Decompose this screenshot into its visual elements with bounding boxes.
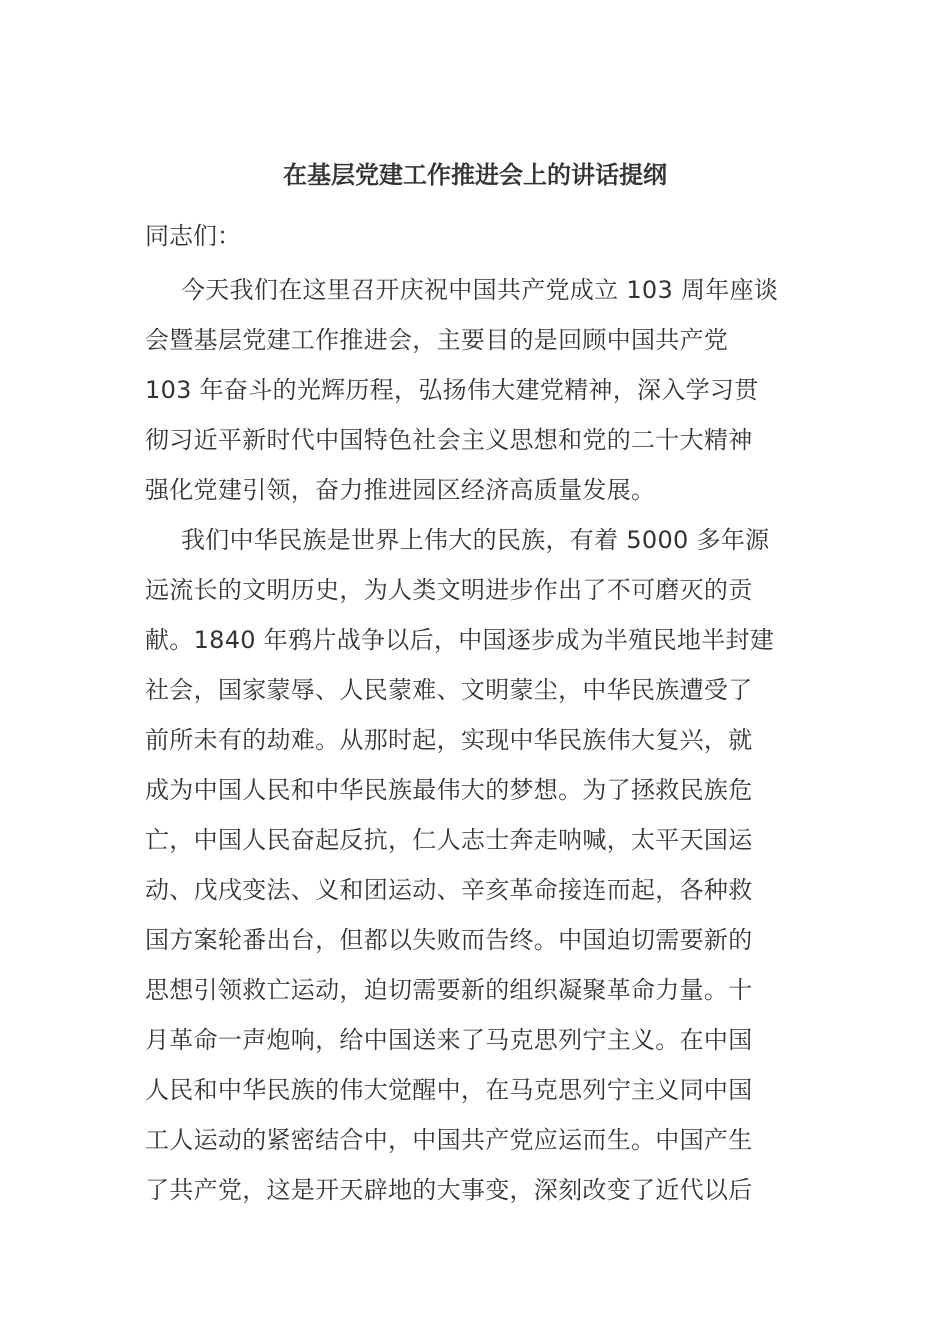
text-line: 工人运动的紧密结合中，中国共产党应运而生。中国产生 [145, 1126, 753, 1154]
text-line: 国方案轮番出台，但都以失败而告终。中国迫切需要新的 [145, 926, 753, 954]
text-line: 了共产党，这是开天辟地的大事变，深刻改变了近代以后 [145, 1176, 753, 1204]
paragraph-2 [145, 515, 807, 1215]
text-line: 我们中华民族是世界上伟大的民族，有着 5000 多年源 [181, 526, 770, 554]
text-line: 强化党建引领，奋力推进园区经济高质量发展。 [145, 476, 656, 504]
text-line: 人民和中华民族的伟大觉醒中，在马克思列宁主义同中国 [145, 1076, 753, 1104]
document-title: 在基层党建工作推进会上的讲话提纲 [283, 161, 667, 189]
text-line: 亡，中国人民奋起反抗，仁人志士奔走呐喊，太平天国运 [145, 826, 753, 854]
text-line: 103 年奋斗的光辉历程，弘扬伟大建党精神，深入学习贯 [145, 376, 759, 404]
text-line: 社会，国家蒙辱、人民蒙难、文明蒙尘，中华民族遭受了 [145, 676, 753, 704]
paragraph-1 [145, 265, 807, 515]
text-line: 会暨基层党建工作推进会，主要目的是回顾中国共产党 [145, 326, 729, 354]
salutation: 同志们： [145, 222, 241, 250]
text-line: 思想引领救亡运动，迫切需要新的组织凝聚革命力量。十 [145, 976, 753, 1004]
text-line: 成为中国人民和中华民族最伟大的梦想。为了拯救民族危 [145, 776, 753, 804]
text-line: 月革命一声炮响，给中国送来了马克思列宁主义。在中国 [145, 1026, 753, 1054]
text-line: 前所未有的劫难。从那时起，实现中华民族伟大复兴，就 [145, 726, 753, 754]
text-line: 远流长的文明历史，为人类文明进步作出了不可磨灭的贡 [145, 576, 753, 604]
text-line: 动、戊戌变法、义和团运动、辛亥革命接连而起，各种救 [145, 876, 753, 904]
text-line: 今天我们在这里召开庆祝中国共产党成立 103 周年座谈 [181, 276, 779, 304]
text-line: 献。1840 年鸦片战争以后，中国逐步成为半殖民地半封建 [145, 626, 775, 654]
document-body [145, 265, 807, 1215]
text-line: 彻习近平新时代中国特色社会主义思想和党的二十大精神 [145, 426, 753, 454]
